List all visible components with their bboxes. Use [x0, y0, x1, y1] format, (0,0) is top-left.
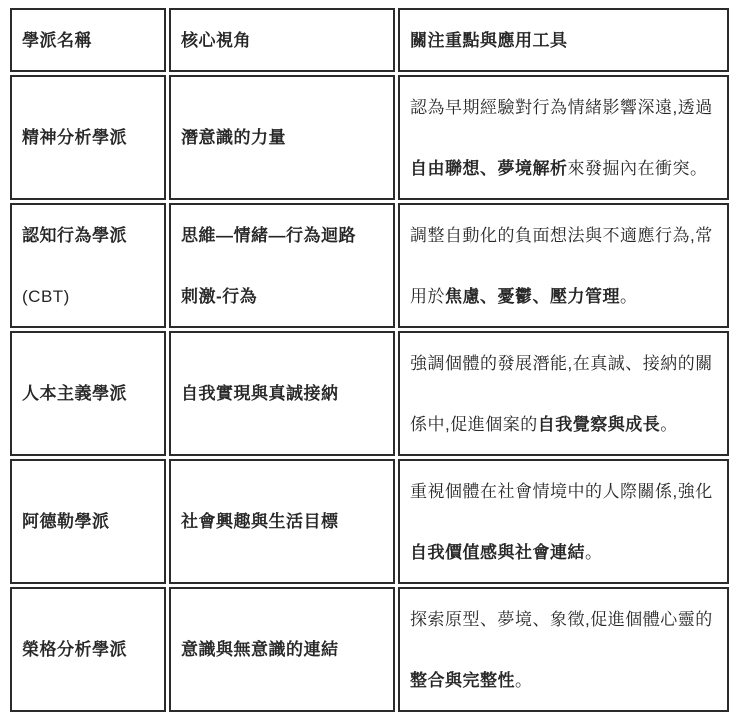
- text-line: [181, 126, 383, 149]
- cell-content: [22, 589, 154, 710]
- text-line: [410, 413, 717, 436]
- header-cell-school-name: [10, 8, 166, 72]
- header-cell-core-perspective: [169, 8, 395, 72]
- cell-content: [181, 461, 383, 582]
- cell-core-perspective: [169, 459, 395, 584]
- bold-text-segment: 關注重點與應用工具: [410, 30, 568, 50]
- cell-content: [181, 205, 383, 326]
- bold-text-segment: 意識與無意識的連結: [181, 640, 339, 659]
- bold-text-segment: 自由聯想、夢境解析: [410, 158, 568, 178]
- bold-text-segment: 焦慮、憂鬱、壓力管理: [445, 286, 620, 306]
- text-line: [22, 510, 154, 533]
- text-line: [410, 224, 717, 247]
- text-line: [181, 224, 383, 247]
- cell-school-name: [10, 587, 166, 712]
- text-line: [410, 285, 717, 308]
- text-line: [410, 541, 717, 564]
- text-segment: 用於: [410, 286, 445, 306]
- text-segment: 強調個體的發展潛能,在真誠、接納的關: [410, 353, 713, 373]
- bold-text-segment: 自我價值感與社會連結: [410, 542, 585, 562]
- bold-text-segment: 阿德勒學派: [22, 512, 110, 531]
- cell-content: [181, 589, 383, 710]
- bold-text-segment: 刺激-行為: [181, 286, 258, 306]
- cell-content: [410, 461, 717, 582]
- bold-text-segment: 自我實現與真誠接納: [181, 384, 339, 403]
- text-line: [410, 157, 717, 180]
- cell-content: [410, 333, 717, 454]
- table-row: [10, 75, 729, 200]
- text-segment: 。: [585, 542, 603, 562]
- cell-focus-and-tools: [398, 203, 729, 328]
- cell-content: [181, 10, 383, 70]
- text-line: [22, 29, 154, 52]
- cell-school-name: [10, 331, 166, 456]
- bold-text-segment: 認知行為學派: [22, 225, 127, 245]
- text-segment: 係中,促進個案的: [410, 414, 538, 434]
- text-line: [22, 285, 154, 308]
- text-line: [410, 608, 717, 631]
- table-row: [10, 203, 729, 328]
- table-row: [10, 331, 729, 456]
- cell-content: [22, 77, 154, 198]
- table-body: [10, 75, 729, 712]
- bold-text-segment: 潛意識的力量: [181, 128, 286, 147]
- bold-text-segment: 學派名稱: [22, 30, 92, 50]
- therapy-schools-table: [7, 5, 732, 715]
- cell-focus-and-tools: [398, 587, 729, 712]
- text-segment: (CBT): [22, 286, 70, 306]
- bold-text-segment: 社會興趣與生活目標: [181, 512, 339, 531]
- cell-content: [410, 589, 717, 710]
- text-line: [181, 638, 383, 661]
- text-segment: 認為早期經驗對行為情緒影響深遠,透過: [410, 97, 713, 117]
- text-line: [410, 29, 717, 52]
- text-line: [22, 126, 154, 149]
- text-line: [410, 669, 717, 692]
- cell-school-name: [10, 203, 166, 328]
- bold-text-segment: 整合與完整性: [410, 670, 515, 690]
- cell-content: [22, 333, 154, 454]
- text-line: [181, 29, 383, 52]
- text-line: [410, 480, 717, 503]
- cell-content: [181, 333, 383, 454]
- text-segment: 。: [515, 670, 533, 690]
- cell-content: [181, 77, 383, 198]
- cell-content: [410, 77, 717, 198]
- bold-text-segment: 人本主義學派: [22, 384, 127, 403]
- cell-content: [410, 10, 717, 70]
- cell-content: [410, 205, 717, 326]
- text-segment: 調整自動化的負面想法與不適應行為,常: [410, 225, 713, 245]
- cell-core-perspective: [169, 75, 395, 200]
- text-segment: 重視個體在社會情境中的人際關係,強化: [410, 481, 713, 501]
- header-row: [10, 8, 729, 72]
- header-cell-focus-and-tools: [398, 8, 729, 72]
- bold-text-segment: 榮格分析學派: [22, 640, 127, 659]
- text-line: [22, 382, 154, 405]
- text-line: [22, 638, 154, 661]
- cell-focus-and-tools: [398, 331, 729, 456]
- cell-core-perspective: [169, 203, 395, 328]
- text-segment: 。: [660, 414, 678, 434]
- cell-core-perspective: [169, 331, 395, 456]
- cell-school-name: [10, 75, 166, 200]
- text-line: [181, 382, 383, 405]
- bold-text-segment: 思維—情緒—行為迴路: [181, 225, 356, 245]
- cell-focus-and-tools: [398, 459, 729, 584]
- table-row: [10, 459, 729, 584]
- bold-text-segment: 核心視角: [181, 30, 251, 50]
- cell-content: [22, 205, 154, 326]
- text-segment: 探索原型、夢境、象徵,促進個體心靈的: [410, 609, 713, 629]
- text-segment: 。: [620, 286, 638, 306]
- cell-school-name: [10, 459, 166, 584]
- cell-content: [22, 10, 154, 70]
- text-segment: 來發掘內在衝突。: [567, 158, 708, 178]
- bold-text-segment: 精神分析學派: [22, 128, 127, 147]
- cell-core-perspective: [169, 587, 395, 712]
- text-line: [181, 285, 383, 308]
- text-line: [410, 352, 717, 375]
- text-line: [181, 510, 383, 533]
- cell-focus-and-tools: [398, 75, 729, 200]
- table-header: [10, 8, 729, 72]
- text-line: [410, 96, 717, 119]
- text-line: [22, 224, 154, 247]
- bold-text-segment: 自我覺察與成長: [537, 414, 661, 434]
- cell-content: [22, 461, 154, 582]
- table-row: [10, 587, 729, 712]
